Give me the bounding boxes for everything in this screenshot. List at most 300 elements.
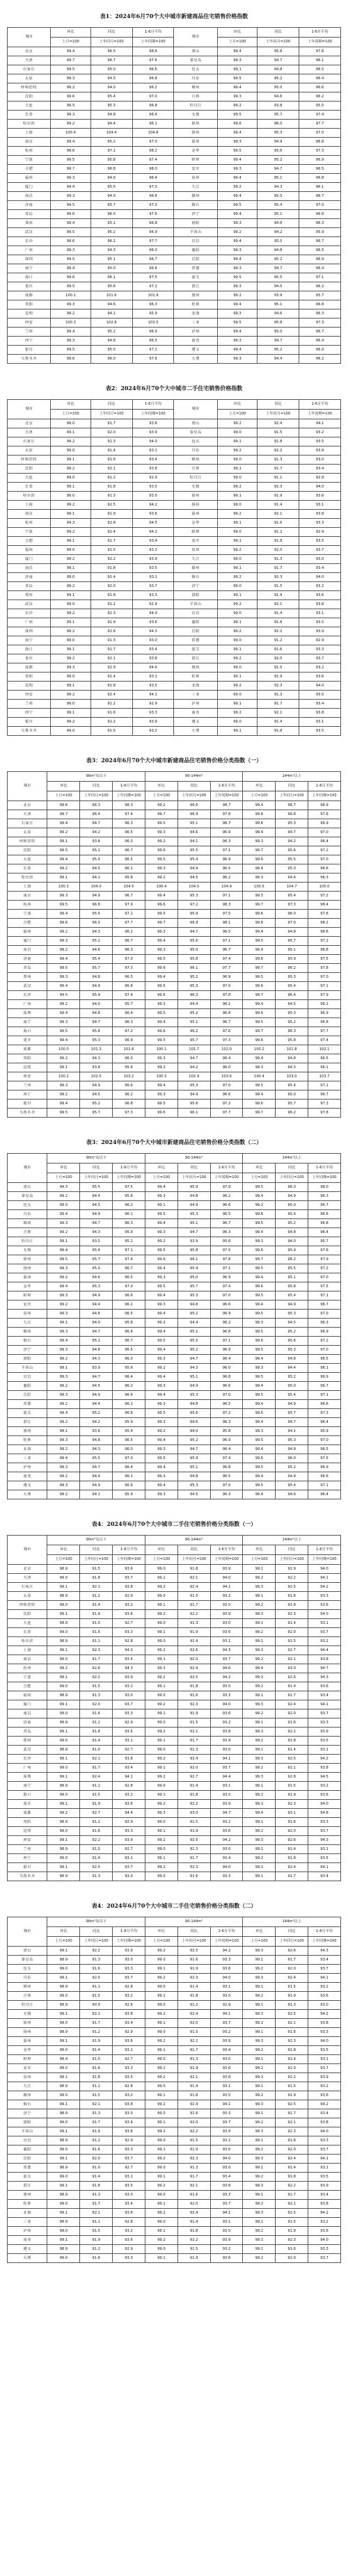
index-cell: 94.0 bbox=[210, 2155, 243, 2164]
index-cell: 96.9 bbox=[308, 1463, 341, 1472]
index-cell: 91.9 bbox=[90, 618, 132, 627]
index-cell: 99.1 bbox=[243, 1956, 276, 1965]
city-cell: 石家庄 bbox=[8, 437, 51, 446]
index-cell: 99.1 bbox=[243, 1746, 276, 1755]
table-row bbox=[8, 937, 341, 946]
index-cell: 91.5 bbox=[177, 2245, 210, 2254]
index-cell: 99.6 bbox=[243, 1210, 276, 1219]
city-cell: 杭州 bbox=[8, 901, 47, 910]
index-cell: 96.4 bbox=[113, 1328, 145, 1337]
index-cell: 96.4 bbox=[132, 174, 174, 183]
index-cell: 92.3 bbox=[258, 483, 299, 492]
index-cell: 96.9 bbox=[299, 346, 341, 355]
index-cell: 95.5 bbox=[90, 346, 132, 355]
index-cell: 99.0 bbox=[145, 1746, 177, 1755]
index-cell: 94.9 bbox=[276, 1400, 308, 1409]
city-cell: 成都 bbox=[8, 1045, 47, 1054]
index-cell: 96.5 bbox=[132, 337, 174, 346]
index-cell: 99.1 bbox=[47, 1755, 80, 1764]
index-cell: 93.9 bbox=[258, 291, 299, 300]
index-cell: 93.4 bbox=[308, 2109, 341, 2118]
index-cell: 93.2 bbox=[113, 1601, 145, 1610]
table-row bbox=[8, 627, 341, 636]
column-header: 1-6月平均 bbox=[132, 400, 174, 410]
index-cell: 99.4 bbox=[47, 1100, 80, 1109]
index-cell: 91.6 bbox=[80, 1709, 113, 1718]
index-cell: 99.6 bbox=[243, 1246, 276, 1255]
index-cell: 98.9 bbox=[47, 1845, 80, 1854]
column-header: 1-6月平均 bbox=[210, 782, 243, 791]
index-cell: 96.3 bbox=[113, 1018, 145, 1027]
city-cell: 长沙 bbox=[8, 1755, 47, 1764]
index-cell: 94.9 bbox=[80, 1481, 113, 1490]
column-subheader: 上年同期=100 bbox=[113, 791, 145, 801]
index-cell: 100.5 bbox=[243, 883, 276, 892]
index-cell: 93.1 bbox=[210, 2218, 243, 2227]
index-cell: 99.2 bbox=[47, 1000, 80, 1009]
index-cell: 95.2 bbox=[276, 1373, 308, 1382]
index-cell: 97.4 bbox=[210, 1282, 243, 1291]
column-subheader: 上月=100 bbox=[243, 791, 276, 801]
city-cell: 遵义 bbox=[8, 1481, 47, 1490]
index-cell: 94.6 bbox=[210, 1664, 243, 1673]
index-cell: 103.7 bbox=[308, 1072, 341, 1081]
city-cell: 银川 bbox=[8, 718, 51, 727]
city-cell: 银川 bbox=[8, 346, 51, 355]
index-cell: 91.8 bbox=[276, 1854, 308, 1863]
index-cell: 93.3 bbox=[210, 1872, 243, 1881]
index-cell: 97.0 bbox=[308, 973, 341, 982]
index-cell: 93.8 bbox=[308, 2118, 341, 2127]
city-cell: 银川 bbox=[8, 1863, 47, 1872]
city-cell: 青岛 bbox=[8, 1728, 47, 1737]
city-cell: 西宁 bbox=[8, 709, 51, 718]
index-cell: 102.0 bbox=[210, 1045, 243, 1054]
index-cell: 99.4 bbox=[47, 910, 80, 919]
index-cell: 99.3 bbox=[145, 828, 177, 837]
index-cell: 99.2 bbox=[145, 1583, 177, 1592]
index-cell: 99.3 bbox=[51, 74, 90, 83]
index-cell: 99.5 bbox=[243, 1081, 276, 1090]
index-cell: 96.2 bbox=[113, 1382, 145, 1391]
index-cell: 97.1 bbox=[308, 982, 341, 991]
index-cell: 96.8 bbox=[132, 102, 174, 111]
index-cell: 99.2 bbox=[243, 2118, 276, 2127]
index-cell: 99.1 bbox=[145, 1764, 177, 1773]
city-cell: 兰州 bbox=[8, 1845, 47, 1854]
table-row bbox=[8, 483, 341, 492]
index-cell: 99.1 bbox=[145, 2064, 177, 2073]
city-cell: 徐州 bbox=[174, 492, 217, 501]
index-cell: 98.9 bbox=[47, 1818, 80, 1827]
index-cell: 93.0 bbox=[210, 1746, 243, 1755]
table-row bbox=[8, 165, 341, 174]
index-cell: 94.0 bbox=[80, 1000, 113, 1009]
index-cell: 92.0 bbox=[276, 1628, 308, 1637]
index-cell: 97.8 bbox=[308, 1109, 341, 1118]
table-row bbox=[8, 645, 341, 654]
index-cell: 94.8 bbox=[80, 1436, 113, 1445]
index-cell: 95.9 bbox=[80, 991, 113, 1000]
index-cell: 91.6 bbox=[276, 1592, 308, 1601]
index-cell: 92.4 bbox=[80, 1773, 113, 1782]
city-cell: 平顶山 bbox=[8, 1364, 47, 1373]
index-cell: 91.8 bbox=[258, 537, 299, 546]
index-cell: 99.4 bbox=[145, 1291, 177, 1301]
index-cell: 95.6 bbox=[276, 1337, 308, 1346]
table-title: 表1：2024年6月70个大中城市新建商品住宅销售价格指数 bbox=[100, 13, 248, 19]
index-cell: 99.2 bbox=[145, 874, 177, 883]
city-cell: 重庆 bbox=[8, 1800, 47, 1809]
table-row bbox=[8, 1836, 341, 1845]
index-cell: 99.3 bbox=[145, 864, 177, 874]
index-cell: 98.9 bbox=[47, 2001, 80, 2010]
index-cell: 93.6 bbox=[210, 1965, 243, 1974]
index-cell: 93.1 bbox=[113, 2046, 145, 2055]
city-cell: 贵阳 bbox=[8, 300, 51, 309]
index-cell: 92.4 bbox=[276, 1974, 308, 1983]
index-cell: 101.9 bbox=[132, 291, 174, 300]
index-cell: 96.7 bbox=[113, 1337, 145, 1346]
index-cell: 91.9 bbox=[80, 1800, 113, 1809]
index-cell: 93.8 bbox=[308, 2200, 341, 2209]
city-cell: 上海 bbox=[8, 501, 51, 510]
column-subheader: 上年同期=100 bbox=[308, 1173, 341, 1183]
index-cell: 98.7 bbox=[210, 801, 243, 810]
index-cell: 91.2 bbox=[90, 600, 132, 609]
city-cell: 兰州 bbox=[8, 1081, 47, 1090]
table-row bbox=[8, 1619, 341, 1628]
city-cell: 重庆 bbox=[8, 282, 51, 291]
index-cell: 96.4 bbox=[299, 74, 341, 83]
index-cell: 93.2 bbox=[210, 1818, 243, 1827]
index-cell: 96.5 bbox=[210, 864, 243, 874]
index-cell: 96.4 bbox=[210, 1445, 243, 1454]
index-cell: 99.3 bbox=[145, 1301, 177, 1310]
city-cell: 西安 bbox=[8, 319, 51, 328]
city-cell: 呼和浩特 bbox=[8, 83, 51, 92]
index-cell: 95.6 bbox=[113, 1063, 145, 1072]
table-row bbox=[8, 846, 341, 855]
city-cell: 吉林 bbox=[8, 1228, 47, 1237]
index-cell: 95.8 bbox=[113, 874, 145, 883]
index-cell: 94.1 bbox=[113, 1773, 145, 1782]
index-cell: 99.2 bbox=[217, 419, 257, 428]
index-cell: 94.0 bbox=[308, 1565, 341, 1574]
index-cell: 93.7 bbox=[308, 1709, 341, 1718]
index-cell: 99.1 bbox=[243, 2001, 276, 2010]
index-cell: 96.1 bbox=[210, 1000, 243, 1009]
index-cell: 95.2 bbox=[80, 1100, 113, 1109]
index-cell: 95.9 bbox=[113, 1228, 145, 1237]
index-cell: 93.8 bbox=[132, 465, 174, 474]
city-cell: 三亚 bbox=[174, 691, 217, 700]
index-cell: 95.1 bbox=[80, 846, 113, 855]
table-row bbox=[8, 573, 341, 582]
index-cell: 97.3 bbox=[308, 1409, 341, 1418]
table-title: 表2：2024年6月70个大中城市二手住宅销售价格指数 bbox=[105, 385, 243, 392]
index-cell: 97.8 bbox=[299, 47, 341, 56]
index-cell: 92.1 bbox=[80, 2100, 113, 2109]
table-row bbox=[8, 1574, 341, 1583]
column-header: 同比 bbox=[80, 1927, 113, 1937]
table-row bbox=[8, 510, 341, 519]
city-cell: 成都 bbox=[8, 1809, 47, 1818]
index-cell: 94.4 bbox=[80, 1472, 113, 1481]
index-cell: 91.4 bbox=[177, 2218, 210, 2227]
column-subheader: 上年同月=100 bbox=[177, 791, 210, 801]
index-cell: 101.7 bbox=[177, 1045, 210, 1054]
index-cell: 94.8 bbox=[177, 1192, 210, 1201]
index-cell: 93.8 bbox=[113, 2100, 145, 2109]
column-subheader: 上月=100 bbox=[47, 1173, 80, 1183]
index-cell: 94.4 bbox=[113, 1809, 145, 1818]
column-header: 1-6月平均 bbox=[113, 1164, 145, 1173]
table-row bbox=[8, 246, 341, 255]
index-cell: 94.1 bbox=[80, 1490, 113, 1499]
index-cell: 93.1 bbox=[210, 1983, 243, 1992]
index-cell: 99.1 bbox=[243, 1565, 276, 1574]
index-cell: 96.5 bbox=[113, 828, 145, 837]
index-cell: 98.9 bbox=[47, 1956, 80, 1965]
index-cell: 96.5 bbox=[113, 973, 145, 982]
index-cell: 95.5 bbox=[276, 855, 308, 864]
index-cell: 99.1 bbox=[47, 1700, 80, 1709]
index-cell: 92.8 bbox=[113, 1983, 145, 1992]
index-cell: 94.7 bbox=[258, 165, 299, 174]
city-cell: 大理 bbox=[8, 2254, 47, 2263]
index-cell: 99.4 bbox=[47, 1409, 80, 1418]
index-cell: 99.1 bbox=[47, 1237, 80, 1246]
index-cell: 95.3 bbox=[276, 1009, 308, 1018]
index-cell: 99.4 bbox=[47, 1282, 80, 1291]
document-page bbox=[7, 0, 341, 2263]
index-cell: 94.8 bbox=[80, 1009, 113, 1018]
city-cell: 桂林 bbox=[174, 673, 217, 682]
index-cell: 92.0 bbox=[258, 654, 299, 663]
column-subheader: 上年同月=100 bbox=[80, 1937, 113, 1947]
index-cell: 93.6 bbox=[308, 1791, 341, 1800]
table-row bbox=[8, 2001, 341, 2010]
column-subheader: 上年同期=100 bbox=[308, 791, 341, 801]
table-row bbox=[8, 1472, 341, 1481]
index-cell: 95.8 bbox=[276, 1282, 308, 1291]
city-cell: 南充 bbox=[8, 2236, 47, 2245]
index-cell: 91.7 bbox=[80, 2200, 113, 2209]
city-cell: 蚌埠 bbox=[8, 2055, 47, 2064]
city-cell: 赣州 bbox=[8, 1328, 47, 1337]
index-cell: 96.6 bbox=[177, 801, 210, 810]
index-cell: 99.4 bbox=[243, 828, 276, 837]
index-cell: 93.5 bbox=[308, 2173, 341, 2182]
index-cell: 96.4 bbox=[299, 264, 341, 273]
index-cell: 95.1 bbox=[90, 219, 132, 228]
index-cell: 92.0 bbox=[80, 2155, 113, 2164]
index-cell: 99.3 bbox=[243, 1427, 276, 1436]
city-cell: 深圳 bbox=[8, 1773, 47, 1782]
index-cell: 99.0 bbox=[217, 528, 257, 537]
index-cell: 99.2 bbox=[217, 183, 257, 192]
index-cell: 92.5 bbox=[177, 1836, 210, 1845]
index-cell: 96.6 bbox=[308, 928, 341, 937]
index-cell: 93.1 bbox=[308, 2164, 341, 2173]
city-cell: 扬州 bbox=[174, 501, 217, 510]
index-cell: 91.7 bbox=[276, 2191, 308, 2200]
index-cell: 99.0 bbox=[145, 2055, 177, 2064]
index-cell: 91.5 bbox=[80, 2227, 113, 2236]
table-row bbox=[8, 1282, 341, 1291]
index-cell: 96.0 bbox=[258, 120, 299, 129]
index-cell: 99.2 bbox=[243, 1201, 276, 1210]
index-cell: 95.9 bbox=[276, 955, 308, 964]
index-cell: 93.7 bbox=[308, 2146, 341, 2155]
index-cell: 91.6 bbox=[258, 645, 299, 654]
index-cell: 99.2 bbox=[243, 1682, 276, 1691]
column-header: 城市 bbox=[174, 400, 217, 419]
index-cell: 93.6 bbox=[113, 2236, 145, 2245]
index-cell: 96.1 bbox=[177, 1255, 210, 1264]
index-cell: 95.4 bbox=[276, 1210, 308, 1219]
index-cell: 95.9 bbox=[177, 1183, 210, 1192]
index-cell: 93.2 bbox=[299, 582, 341, 591]
index-cell: 99.2 bbox=[217, 291, 257, 300]
index-cell: 96.6 bbox=[113, 1391, 145, 1400]
index-cell: 99.4 bbox=[145, 1436, 177, 1445]
city-cell: 重庆 bbox=[8, 1036, 47, 1045]
city-cell: 乌鲁木齐 bbox=[8, 1109, 47, 1118]
city-cell: 金华 bbox=[174, 147, 217, 156]
table-row bbox=[8, 210, 341, 219]
city-cell: 大理 bbox=[8, 1490, 47, 1499]
index-cell: 91.8 bbox=[80, 2073, 113, 2082]
index-cell: 92.8 bbox=[113, 2082, 145, 2091]
column-subheader: 上年同期=100 bbox=[132, 38, 174, 47]
index-cell: 99.3 bbox=[243, 2100, 276, 2109]
index-cell: 99.0 bbox=[145, 1782, 177, 1791]
index-cell: 91.9 bbox=[276, 1791, 308, 1800]
table-row bbox=[8, 1027, 341, 1036]
index-cell: 93.5 bbox=[299, 437, 341, 446]
index-cell: 94.3 bbox=[308, 1836, 341, 1845]
city-cell: 桂林 bbox=[174, 300, 217, 309]
table-row bbox=[8, 636, 341, 645]
index-cell: 91.5 bbox=[80, 1682, 113, 1691]
index-cell: 99.2 bbox=[145, 1947, 177, 1956]
index-cell: 99.0 bbox=[47, 1601, 80, 1610]
table-row bbox=[8, 727, 341, 736]
index-cell: 95.8 bbox=[177, 1246, 210, 1255]
index-cell: 99.3 bbox=[243, 1583, 276, 1592]
index-cell: 96.1 bbox=[132, 120, 174, 129]
table-row bbox=[8, 1355, 341, 1364]
index-cell: 99.7 bbox=[47, 810, 80, 819]
table-row bbox=[8, 1090, 341, 1100]
table-title: 表4：2024年6月70个大中城市二手住宅销售价格分类指数（一） bbox=[91, 1520, 257, 1527]
index-cell: 96.8 bbox=[113, 1409, 145, 1418]
index-cell: 91.2 bbox=[80, 1718, 113, 1728]
index-cell: 93.2 bbox=[113, 2227, 145, 2236]
index-cell: 94.8 bbox=[177, 1400, 210, 1409]
index-cell: 93.6 bbox=[113, 1800, 145, 1809]
city-cell: 厦门 bbox=[8, 937, 47, 946]
index-cell: 91.9 bbox=[177, 2254, 210, 2263]
index-cell: 91.7 bbox=[177, 2046, 210, 2055]
index-cell: 99.1 bbox=[51, 510, 90, 519]
index-cell: 97.5 bbox=[308, 1282, 341, 1291]
index-cell: 95.5 bbox=[276, 1264, 308, 1273]
city-cell: 宁波 bbox=[8, 528, 51, 537]
index-cell: 95.1 bbox=[177, 1373, 210, 1382]
index-cell: 96.0 bbox=[113, 1355, 145, 1364]
index-cell: 94.1 bbox=[132, 691, 174, 700]
index-cell: 99.2 bbox=[145, 1755, 177, 1764]
table-row bbox=[8, 456, 341, 465]
city-cell: 济南 bbox=[8, 573, 51, 582]
index-cell: 95.2 bbox=[258, 255, 299, 264]
index-cell: 96.1 bbox=[177, 964, 210, 973]
index-cell: 96.5 bbox=[113, 1310, 145, 1319]
city-cell: 武汉 bbox=[8, 1746, 47, 1755]
column-header: 1-6月平均 bbox=[299, 28, 341, 38]
index-cell: 91.5 bbox=[276, 1637, 308, 1646]
index-cell: 99.0 bbox=[217, 691, 257, 700]
index-cell: 96.2 bbox=[276, 964, 308, 973]
index-cell: 94.6 bbox=[276, 874, 308, 883]
table-row bbox=[8, 2173, 341, 2182]
index-cell: 94.8 bbox=[80, 1346, 113, 1355]
index-cell: 99.3 bbox=[243, 1773, 276, 1782]
index-cell: 99.3 bbox=[47, 1481, 80, 1490]
city-cell: 惠州 bbox=[174, 663, 217, 673]
column-header: 同比 bbox=[177, 1164, 210, 1173]
column-header: 城市 bbox=[8, 1154, 47, 1183]
index-cell: 96.4 bbox=[113, 1009, 145, 1018]
index-cell: 99.2 bbox=[51, 437, 90, 446]
city-cell: 安庆 bbox=[8, 1301, 47, 1310]
city-cell: 遵义 bbox=[174, 346, 217, 355]
index-cell: 94.9 bbox=[276, 1301, 308, 1310]
index-cell: 97.2 bbox=[308, 1337, 341, 1346]
index-cell: 93.8 bbox=[132, 419, 174, 428]
city-cell: 武汉 bbox=[8, 600, 51, 609]
city-cell: 北海 bbox=[174, 309, 217, 319]
table-row bbox=[8, 892, 341, 901]
index-cell: 99.3 bbox=[51, 663, 90, 673]
index-cell: 94.8 bbox=[276, 1054, 308, 1063]
index-cell: 92.3 bbox=[276, 2236, 308, 2245]
index-cell: 95.0 bbox=[276, 1382, 308, 1391]
city-cell: 惠州 bbox=[174, 291, 217, 300]
index-cell: 99.3 bbox=[243, 2155, 276, 2164]
index-cell: 91.9 bbox=[90, 510, 132, 519]
index-cell: 99.5 bbox=[145, 1282, 177, 1291]
index-cell: 91.6 bbox=[177, 1691, 210, 1700]
table-row bbox=[8, 1583, 341, 1592]
city-cell: 西安 bbox=[8, 1836, 47, 1845]
index-cell: 95.9 bbox=[177, 1454, 210, 1463]
column-header: 同比 bbox=[177, 1927, 210, 1937]
index-cell: 96.5 bbox=[210, 1472, 243, 1481]
index-cell: 93.8 bbox=[113, 1583, 145, 1592]
city-cell: 襄阳 bbox=[8, 1382, 47, 1391]
index-cell: 93.5 bbox=[80, 1237, 113, 1246]
index-cell: 99.4 bbox=[145, 892, 177, 901]
index-cell: 94.8 bbox=[80, 973, 113, 982]
index-cell: 99.1 bbox=[243, 2164, 276, 2173]
index-cell: 91.2 bbox=[80, 2028, 113, 2037]
index-cell: 95.9 bbox=[113, 1490, 145, 1499]
index-cell: 97.0 bbox=[113, 1454, 145, 1463]
